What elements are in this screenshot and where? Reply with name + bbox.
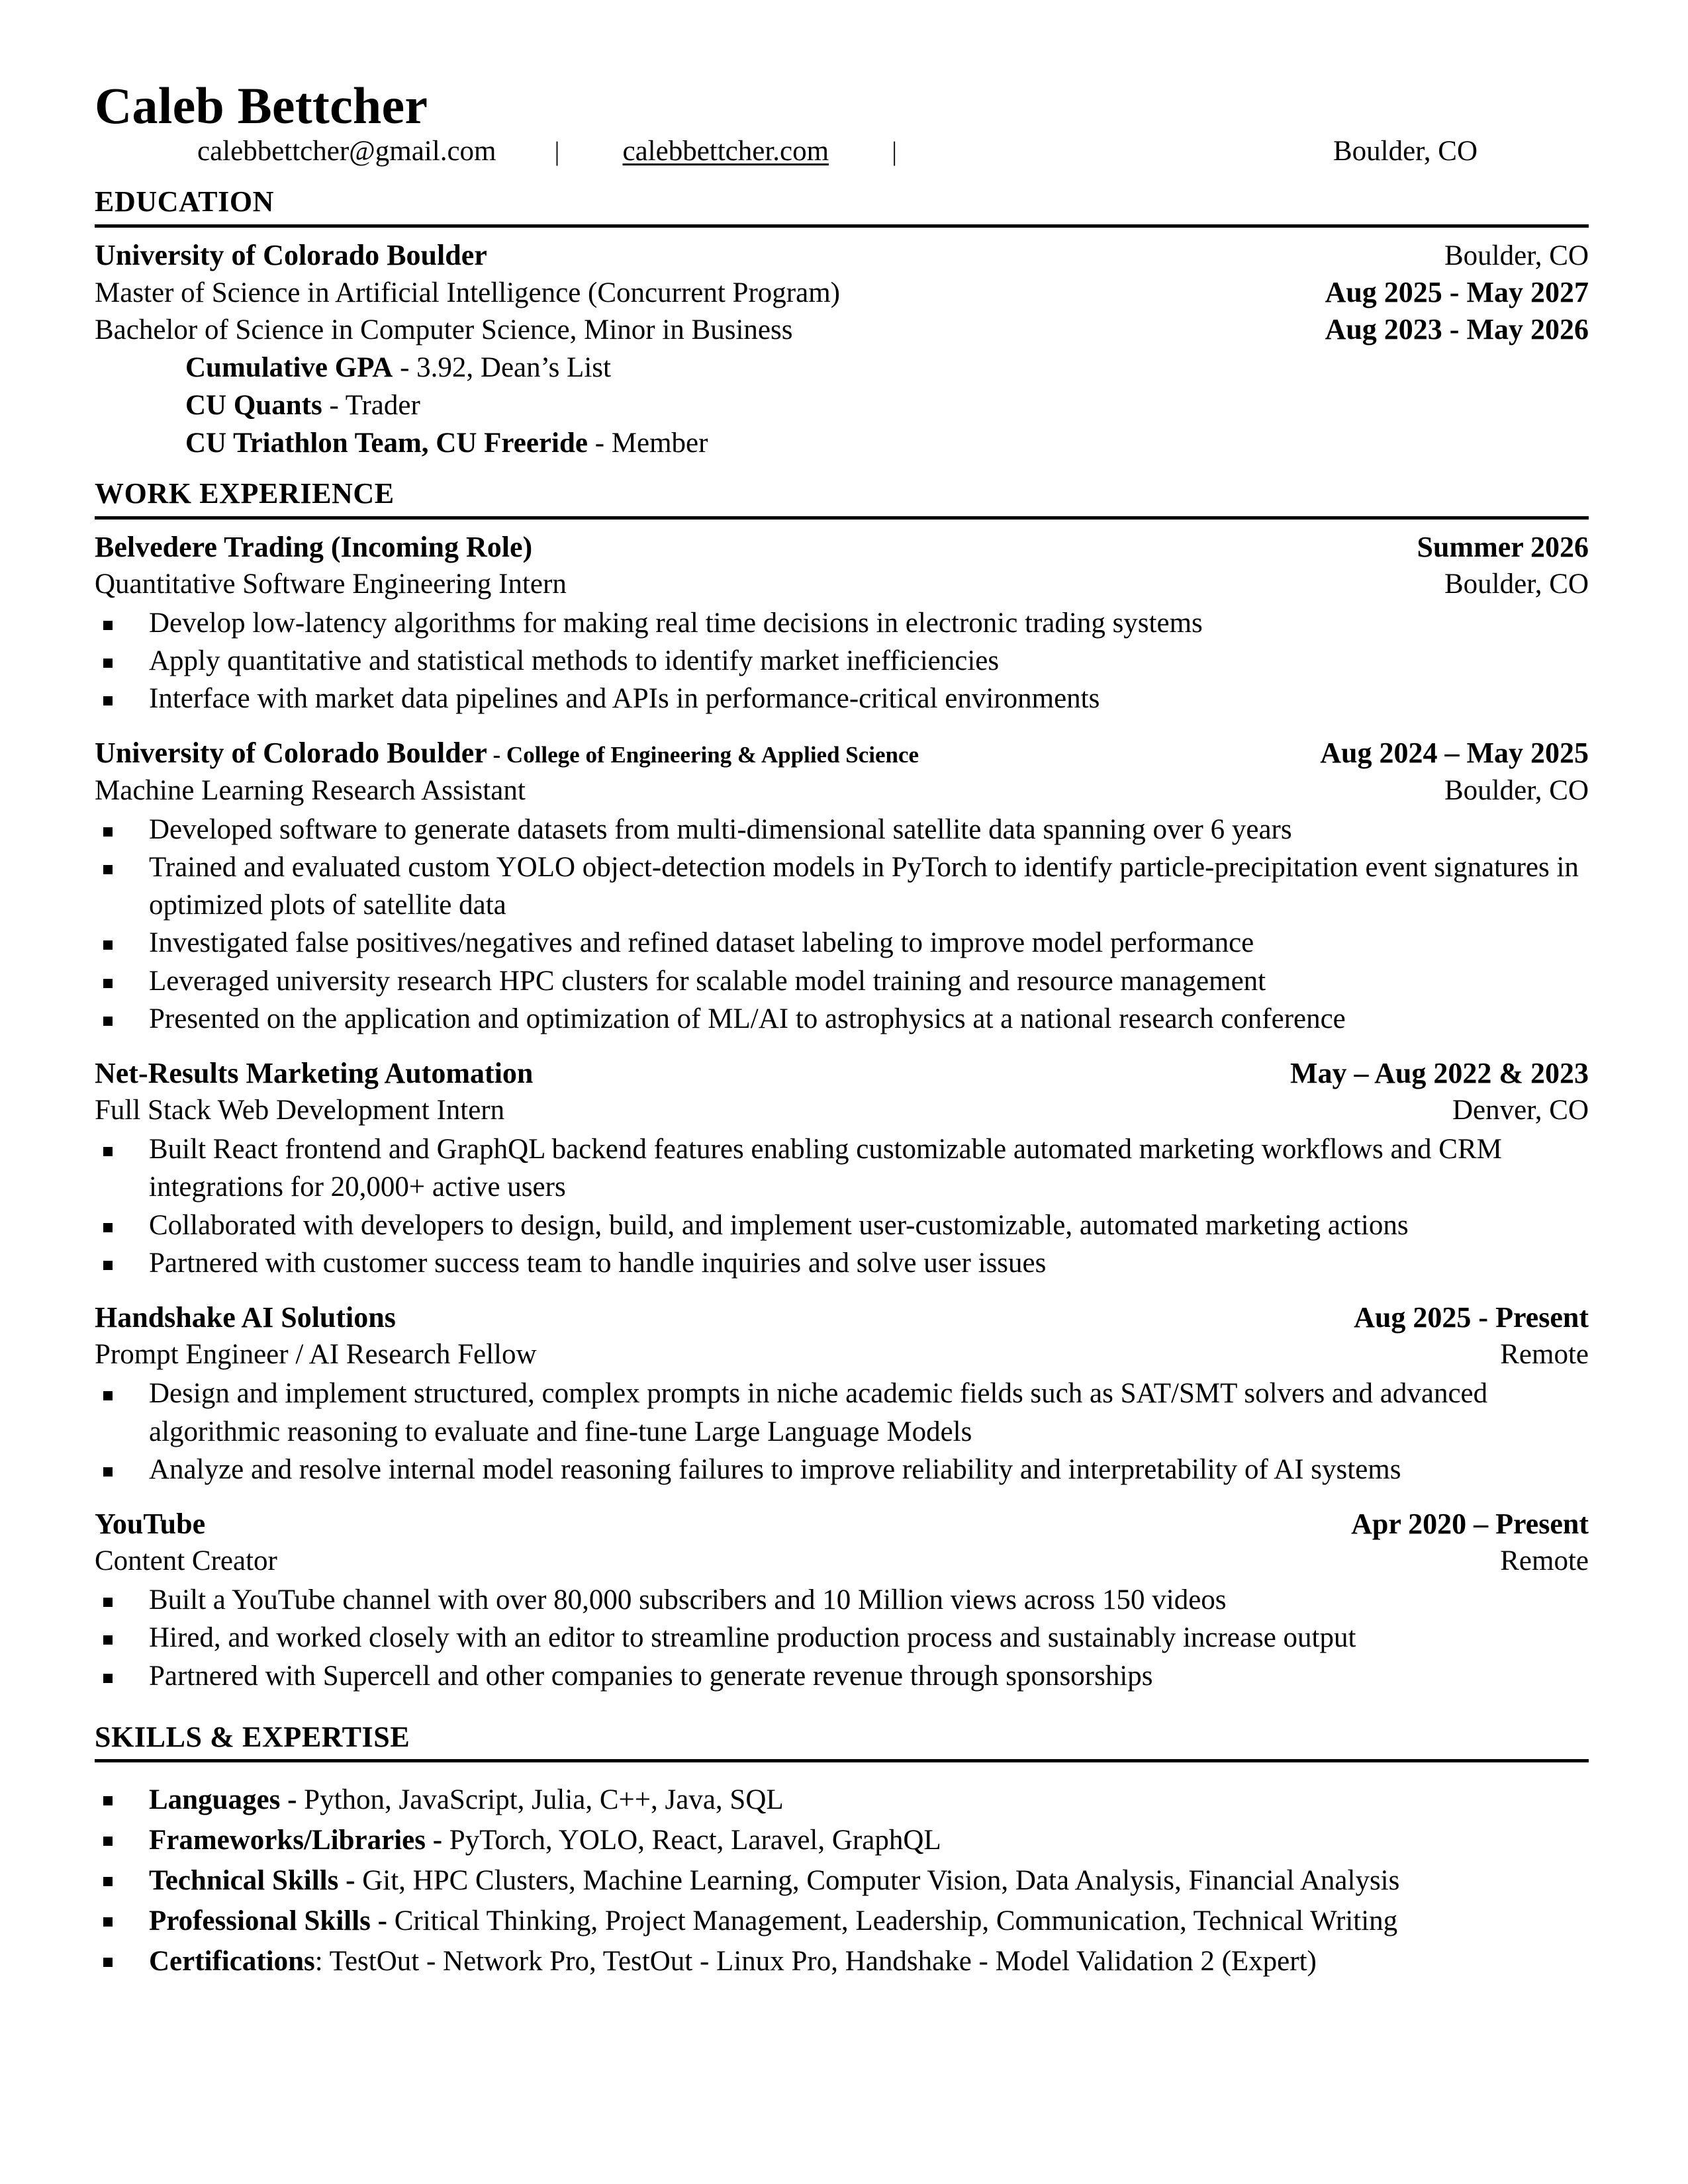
education-school-row bbox=[95, 237, 1589, 274]
education-degree-name: Master of Science in Artificial Intelligence (Concurrent Program) bbox=[95, 277, 840, 308]
education-school-name: University of Colorado Boulder bbox=[95, 238, 487, 271]
education-school-location: Boulder, CO bbox=[1444, 240, 1589, 271]
work-experience-section-title: WORK EXPERIENCE bbox=[95, 477, 395, 510]
education-degree-row bbox=[95, 274, 1589, 311]
work-entry bbox=[95, 1055, 1589, 1282]
work-entry-dates: May – Aug 2022 & 2023 bbox=[1290, 1056, 1589, 1089]
work-entry-org: YouTube bbox=[95, 1507, 206, 1540]
work-entry-location: Remote bbox=[1500, 1339, 1589, 1371]
contact-separator-1: | bbox=[554, 136, 560, 166]
skills-list bbox=[95, 1780, 1589, 1981]
education-degree-row bbox=[95, 311, 1589, 348]
work-entry-role: Full Stack Web Development Intern bbox=[95, 1095, 505, 1126]
work-entry-org: Handshake AI Solutions bbox=[95, 1301, 396, 1334]
work-entry-bullets bbox=[95, 811, 1589, 1038]
work-entry-org-row bbox=[95, 1055, 1589, 1092]
contact-location: Boulder, CO bbox=[1333, 135, 1477, 167]
spacer bbox=[95, 1695, 1589, 1721]
education-detail-item bbox=[95, 387, 1589, 424]
list-item: Partnered with customer success team to handle inquiries and solve user issues bbox=[95, 1244, 1605, 1282]
skills-item-label: Certifications bbox=[149, 1946, 315, 1978]
work-entry-location: Boulder, CO bbox=[1444, 568, 1589, 600]
work-entry-org-wrap bbox=[95, 1055, 1290, 1092]
education-detail-item bbox=[95, 349, 1589, 387]
work-entry-org-wrap bbox=[95, 1299, 1354, 1336]
work-entry-location: Boulder, CO bbox=[1444, 774, 1589, 806]
work-entry-dates: Aug 2025 - Present bbox=[1354, 1301, 1589, 1334]
skills-item-value: : TestOut - Network Pro, TestOut - Linux Pro, Handshake - Model Validation 2 (Expert) bbox=[314, 1946, 1317, 1978]
work-entry-role-row bbox=[95, 1543, 1589, 1579]
work-entry-org-row bbox=[95, 529, 1589, 566]
skills-item-label: Frameworks/Libraries - bbox=[149, 1825, 449, 1856]
work-entry-bullets bbox=[95, 604, 1589, 718]
work-entry-bullets bbox=[95, 1130, 1589, 1282]
work-entry bbox=[95, 1299, 1589, 1488]
education-detail-item bbox=[95, 424, 1589, 462]
resume-header bbox=[95, 79, 1589, 169]
education-detail-label: CU Quants bbox=[185, 389, 322, 421]
work-entry-org-sub: - College of Engineering & Applied Science bbox=[487, 742, 919, 768]
education-degree-dates: Aug 2023 - May 2026 bbox=[1325, 313, 1589, 346]
work-entry-role-row bbox=[95, 1092, 1589, 1128]
work-entry-org-row bbox=[95, 1506, 1589, 1543]
work-entry-location: Remote bbox=[1500, 1545, 1589, 1577]
work-entry-org-wrap bbox=[95, 735, 1320, 772]
education-section-title: EDUCATION bbox=[95, 185, 275, 218]
skills-item-label: Languages - bbox=[149, 1784, 305, 1816]
list-item: Hired, and worked closely with an editor to streamline production process and sustainably increase output bbox=[95, 1619, 1605, 1657]
education-detail-label: Cumulative GPA bbox=[185, 351, 393, 383]
list-item: Leveraged university research HPC clusters for scalable model training and resource management bbox=[95, 962, 1605, 1000]
work-entry-org-wrap bbox=[95, 529, 1417, 566]
list-item: Built a YouTube channel with over 80,000 subscribers and 10 Million views across 150 videos bbox=[95, 1581, 1605, 1619]
education-detail-value: - Member bbox=[587, 428, 708, 459]
skills-item-value: Critical Thinking, Project Management, Leadership, Communication, Technical Writing bbox=[394, 1905, 1398, 1937]
list-item bbox=[95, 1820, 1605, 1860]
work-entry-org: University of Colorado Boulder bbox=[95, 737, 487, 770]
work-entry-dates: Summer 2026 bbox=[1417, 530, 1589, 563]
list-item bbox=[95, 1780, 1605, 1820]
education-detail-value: - Trader bbox=[322, 389, 420, 421]
candidate-name: Caleb Bettcher bbox=[95, 77, 428, 134]
skills-body bbox=[95, 1762, 1589, 1981]
skills-item-value: Python, JavaScript, Julia, C++, Java, SQL bbox=[304, 1784, 784, 1816]
list-item: Trained and evaluated custom YOLO object-detection models in PyTorch to identify particle-precipitation event signatures in optimized plots of satellite data bbox=[95, 848, 1605, 924]
education-degree-dates: Aug 2025 - May 2027 bbox=[1325, 276, 1589, 308]
education-degree-name: Bachelor of Science in Computer Science, Minor in Business bbox=[95, 314, 793, 346]
education-detail-value: - 3.92, Dean’s List bbox=[393, 351, 611, 383]
skills-section bbox=[95, 1721, 1589, 1982]
list-item: Apply quantitative and statistical methods to identify market inefficiencies bbox=[95, 642, 1605, 680]
work-entry bbox=[95, 529, 1589, 718]
skills-item-value: PyTorch, YOLO, React, Laravel, GraphQL bbox=[449, 1825, 941, 1856]
work-entry-role: Quantitative Software Engineering Intern bbox=[95, 568, 567, 600]
work-entry-org-row bbox=[95, 1299, 1589, 1336]
list-item: Presented on the application and optimization of ML/AI to astrophysics at a national research conference bbox=[95, 1000, 1605, 1038]
work-entry bbox=[95, 1506, 1589, 1695]
work-entry-role-row bbox=[95, 1336, 1589, 1373]
list-item bbox=[95, 1860, 1605, 1901]
education-section bbox=[95, 186, 1589, 462]
list-item: Analyze and resolve internal model reasoning failures to improve reliability and interpretability of AI systems bbox=[95, 1451, 1605, 1488]
work-entry-org: Net-Results Marketing Automation bbox=[95, 1056, 534, 1089]
list-item bbox=[95, 1901, 1605, 1941]
work-entry-role-row bbox=[95, 772, 1589, 809]
contact-row bbox=[95, 134, 1589, 169]
work-entry-bullets bbox=[95, 1581, 1589, 1695]
work-entry-org-row bbox=[95, 735, 1589, 772]
education-detail-label: CU Triathlon Team, CU Freeride bbox=[185, 428, 588, 459]
spacer bbox=[95, 462, 1589, 478]
work-entry-role: Machine Learning Research Assistant bbox=[95, 774, 526, 806]
list-item: Built React frontend and GraphQL backend features enabling customizable automated marketing workflows and CRM integrations for 20,000+ active users bbox=[95, 1130, 1605, 1206]
list-item: Interface with market data pipelines and APIs in performance-critical environments bbox=[95, 680, 1605, 717]
contact-website-link[interactable]: calebbettcher.com bbox=[622, 135, 829, 167]
list-item: Collaborated with developers to design, build, and implement user-customizable, automated marketing actions bbox=[95, 1206, 1605, 1244]
education-body bbox=[95, 228, 1589, 463]
education-details bbox=[95, 349, 1589, 463]
work-experience-body bbox=[95, 520, 1589, 1695]
list-item: Develop low-latency algorithms for making real time decisions in electronic trading systems bbox=[95, 604, 1605, 642]
skills-item-label: Professional Skills - bbox=[149, 1905, 395, 1937]
work-entry-bullets bbox=[95, 1375, 1589, 1488]
work-experience-section bbox=[95, 478, 1589, 1695]
work-entry-role-row bbox=[95, 566, 1589, 602]
work-entry-dates: Aug 2024 – May 2025 bbox=[1320, 737, 1589, 770]
contact-email[interactable]: calebbettcher@gmail.com bbox=[197, 135, 496, 167]
work-entry bbox=[95, 735, 1589, 1037]
list-item: Design and implement structured, complex prompts in niche academic fields such as SAT/SMT solvers and advanced algorithmic reasoning to evaluate and fine-tune Large Language Models bbox=[95, 1375, 1605, 1450]
work-entry-location: Denver, CO bbox=[1452, 1095, 1589, 1126]
list-item bbox=[95, 1941, 1605, 1981]
list-item: Developed software to generate datasets from multi-dimensional satellite data spanning over 6 years bbox=[95, 811, 1605, 848]
work-entry-role: Prompt Engineer / AI Research Fellow bbox=[95, 1339, 537, 1371]
work-entry-org: Belvedere Trading (Incoming Role) bbox=[95, 530, 533, 563]
work-entry-dates: Apr 2020 – Present bbox=[1351, 1507, 1589, 1540]
work-entry-role: Content Creator bbox=[95, 1545, 277, 1577]
skills-item-value: Git, HPC Clusters, Machine Learning, Computer Vision, Data Analysis, Financial Analysis bbox=[362, 1865, 1400, 1897]
skills-item-label: Technical Skills - bbox=[149, 1865, 363, 1897]
education-degrees bbox=[95, 274, 1589, 349]
contact-separator-2: | bbox=[892, 136, 898, 166]
skills-section-title: SKILLS & EXPERTISE bbox=[95, 1720, 410, 1753]
list-item: Partnered with Supercell and other companies to generate revenue through sponsorships bbox=[95, 1657, 1605, 1695]
work-entry-org-wrap bbox=[95, 1506, 1351, 1543]
list-item: Investigated false positives/negatives and refined dataset labeling to improve model performance bbox=[95, 924, 1605, 962]
